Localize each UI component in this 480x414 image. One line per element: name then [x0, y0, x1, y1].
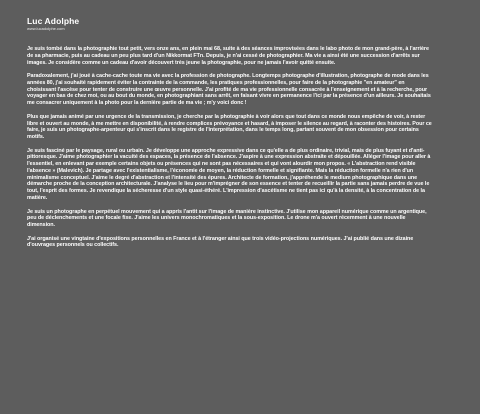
- bio-paragraph-6: J'ai organisé une vingtaine d'expositions personnelles en France et à l'étranger ainsi que trois vidéo-projections numériques. J'ai publié dans une dizaine d'ouvrages personnels ou collectifs.: [27, 235, 414, 249]
- biography-text: [27, 46, 432, 249]
- site-title[interactable]: Luc Adolphe: [27, 16, 80, 26]
- site-url-link[interactable]: www.lucadolphe.com: [27, 26, 65, 31]
- bio-paragraph-1: Je suis tombé dans la photographie tout petit, vers onze ans, en plein mai 68, suite à des séances improvisées dans le labo photo de mon grand-père, à l'arrière de sa pharmacie, puis au cadeau un peu plus tard d'un Nikkormat FTn. Depuis, je n'ai cessé de photographier. Ma vie a ainsi été une succession d'arrêts sur images. Je considère comme un cadeau d'avoir découvert très jeune la photographie, pour ne jamais l'avoir quitté ensuite.: [27, 46, 429, 66]
- bio-paragraph-5: Je suis un photographe en perpétuel mouvement qui a appris l'antit sur l'image de manière instinctive. J'utilise mon appareil numérique comme un argentique, peu de déclenchements et une focale fixe. J'aime les univers monochromatiques et la sous-exposition. Le drone m'a ouvert récemment à une nouvelle dimension.: [27, 208, 427, 229]
- bio-paragraph-4: Je suis fasciné par le paysage, rural ou urbain. Je développe une approche expressive dans ce qu'elle a de plus ordinaire, trivial, mais de plus fuyant et d'anti-pittoresque. J'aime photographier la vacuité des espaces, la présence de l'absence. J'aspire à une expression abstraite et dépouillée. Alléger l'image pour aller à l'essentiel, en enlevant par exemple certains objets ou présences qui ne sont pas nécessaires et qui vont alourdir mon propos. « L'abstraction rend visible l'absence » (Malevich). Je partage avec l'existentialisme, l'économie de moyen, la réduction formelle et signifiante. Mais la réduction formelle n'a rien d'un minimalisme conceptuel. J'aime le degré d'abstraction et l'intensité des épures. Architecte de formation, j'appréhende le medium photographique dans une démarche proche de la conception architecturale. J'analyse le lieu pour m'imprégner de son essence et tenter de recueillir la partie sans jamais perdre de vue le tout, l'esprit des formes. Je revendique la sécheresse d'un style quasi-éthéré. L'impression d'ascétisme ne tient pas ici qu'à la densité, à la concentration de la matière.: [27, 147, 431, 201]
- site-header: [27, 16, 458, 31]
- bio-paragraph-3: Plus que jamais animé par une urgence de la transmission, je cherche par la photographie à voir alors que tout dans ce monde nous empêche de voir, à rester libre et ouvert au monde, à me mettre en disponibilité, à rendre complices prévoyance et hasard, à imposer le silence au regard, à raconter des histoires. Pour ce faire, je suis un photographe-arpenteur qui s'inscrit dans le registre de l'interprétation, dans le temps long, partant souvent de mon obsession pour certains motifs.: [27, 113, 432, 141]
- bio-paragraph-2: Paradoxalement, j'ai joué à cache-cache toute ma vie avec la profession de photographe. Longtemps photographe d'illustration, photographe de mode dans les années 80, j'ai souhaité rapidement éviter la contrainte de la commande, les pratiques professionnelles, pour faire de la photographie "en amateur" en choisissant l'ascèse pour tenter de construire une œuvre personnelle. J'ai profité de ma vie professionnelle consacrée à l'enseignement et à la recherche, pour voyager en bas de chez moi, ou au bout du monde, en photographiant sans arrêt, en faisant vivre en permanence l'ici par la présence d'un ailleurs. Je souhaitais me consacrer uniquement à la photo pour la dernière partie de ma vie ; m'y voici donc !: [27, 73, 431, 107]
